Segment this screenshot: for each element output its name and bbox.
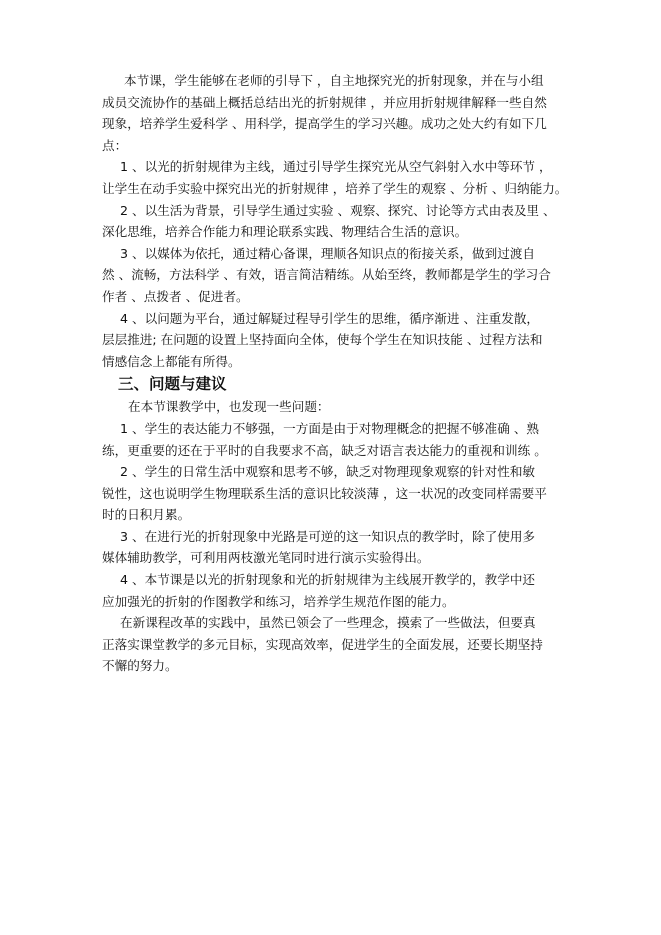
- paragraph: [102, 569, 568, 612]
- paragraph-line: 情感信念上都能有所得。: [102, 353, 241, 369]
- paragraph-line: 不懈的努力。: [102, 658, 178, 674]
- paragraph-line: 4 、以问题为平台，通过解疑过程导引学生的思维，循序渐进 、注重发散，: [120, 310, 540, 326]
- paragraph-line: 让学生在动手实验中探究出光的折射规律 ，培养了学生的观察 、分析 、归纳能力。: [102, 180, 568, 196]
- paragraph-line: 1 、学生的表达能力不够强，一方面是由于对物理概念的把握不够准确 、熟: [120, 420, 540, 436]
- paragraph-line: 时的日积月累。: [102, 507, 191, 523]
- paragraph: [102, 156, 568, 199]
- paragraph-line: 2 、学生的日常生活中观察和思考不够，缺乏对物理现象观察的针对性和敏: [120, 464, 536, 480]
- paragraph: [102, 396, 568, 418]
- paragraph-line: 正落实课堂教学的多元目标，实现高效率，促进学生的全面发展，还要长期坚持: [102, 636, 543, 652]
- paragraph: [102, 308, 568, 373]
- paragraph: [102, 243, 568, 308]
- paragraph-line: 4 、本节课是以光的折射现象和光的折射规律为主线展开教学的，教学中还: [120, 572, 536, 588]
- paragraph-line: 锐性，这也说明学生物理联系生活的意识比较淡薄 ，这一状况的改变同样需要平: [102, 485, 547, 501]
- paragraph: [102, 70, 568, 156]
- paragraph-line: 3 、以媒体为依托，通过精心备课，理顺各知识点的衔接关系，做到过渡自: [120, 245, 536, 261]
- section-heading: 三、问题与建议: [118, 375, 227, 394]
- paragraph: [102, 418, 568, 461]
- paragraph-line: 1 、以光的折射规律为主线，通过引导学生探究光从空气斜射入水中等环节 ，: [120, 159, 552, 175]
- paragraph-line: 现象，培养学生爱科学 、用科学，提高学生的学习兴趣。成功之处大约有如下几: [102, 116, 547, 132]
- paragraph: [102, 612, 568, 677]
- paragraph-line: 然 、流畅，方法科学 、有效，语言简洁精练。从始至终，教师都是学生的学习合: [102, 267, 551, 283]
- paragraph-line: 3 、在进行光的折射现象中光路是可逆的这一知识点的教学时，除了使用多: [120, 528, 536, 544]
- paragraph-line: 成员交流协作的基础上概括总结出光的折射规律 ，并应用折射规律解释一些自然: [102, 94, 547, 110]
- paragraph: [102, 200, 568, 243]
- paragraph-line: 层层推进; 在问题的设置上坚持面向全体，使每个学生在知识技能 、过程方法和: [102, 332, 543, 348]
- paragraph-line: 点：: [102, 137, 128, 153]
- paragraph-line: 2 、以生活为背景，引导学生通过实验 、观察、探究、讨论等方式由表及里 、: [120, 202, 556, 218]
- paragraph-line: 练，更重要的还在于平时的自我要求不高，缺乏对语言表达能力的重视和训练 。: [102, 442, 547, 458]
- document-body: [102, 70, 568, 677]
- paragraph-line: 在本节课教学中，也发现一些问题：: [128, 399, 330, 415]
- paragraph-line: 深化思维，培养合作能力和理论联系实践、物理结合生活的意识。: [102, 224, 468, 240]
- paragraph-line: 应加强光的折射的作图教学和练习，培养学生规范作图的能力。: [102, 593, 455, 609]
- paragraph-line: 媒体辅助教学，可利用两枝激光笔同时进行演示实验得出。: [102, 550, 430, 566]
- paragraph-line: 本节课，学生能够在老师的引导下 ，自主地探究光的折射现象，并在与小组: [124, 73, 544, 88]
- paragraph-line: 作者 、点拨者 、促进者。: [102, 288, 249, 304]
- paragraph: [102, 526, 568, 569]
- paragraph: [102, 461, 568, 526]
- paragraph-line: 在新课程改革的实践中，虽然已领会了一些理念，摸索了一些做法，但要真: [120, 615, 536, 631]
